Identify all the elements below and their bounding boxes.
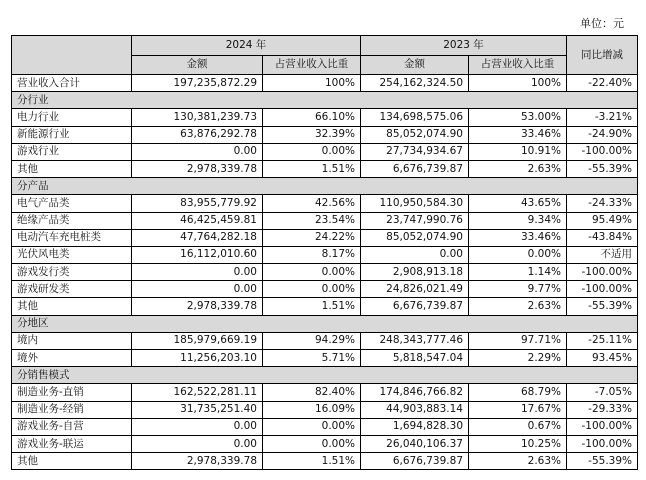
cell-amount-current: 11,256,203.10 <box>132 350 263 367</box>
cell-share-prior: 33.46% <box>469 229 567 246</box>
table-row <box>12 418 638 435</box>
table-row <box>12 160 638 177</box>
cell-amount-prior: 24,826,021.49 <box>361 281 469 298</box>
cell-share-prior: 68.79% <box>469 384 567 401</box>
header-share-prior: 占营业收入比重 <box>469 55 567 75</box>
cell-yoy: -43.84% <box>567 229 638 246</box>
cell-share-prior: 9.34% <box>469 212 567 229</box>
section-title: 分销售模式 <box>12 367 638 384</box>
section-header-row <box>12 315 638 332</box>
cell-yoy: -100.00% <box>567 418 638 435</box>
cell-amount-current: 2,978,339.78 <box>132 453 263 470</box>
header-year-current: 2024 年 <box>132 36 361 56</box>
row-label: 电力行业 <box>12 109 132 126</box>
cell-share-prior: 33.46% <box>469 126 567 143</box>
cell-share-current: 42.56% <box>263 195 361 212</box>
table-row <box>12 264 638 281</box>
table-row <box>12 384 638 401</box>
table-row <box>12 298 638 315</box>
row-label: 游戏发行类 <box>12 264 132 281</box>
cell-amount-prior: 6,676,739.87 <box>361 453 469 470</box>
cell-share-prior: 2.29% <box>469 350 567 367</box>
cell-share-prior: 1.14% <box>469 264 567 281</box>
cell-share-prior: 2.63% <box>469 298 567 315</box>
table-row <box>12 212 638 229</box>
cell-amount-current: 63,876,292.78 <box>132 126 263 143</box>
cell-amount-current: 46,425,459.81 <box>132 212 263 229</box>
row-label: 制造业务-经销 <box>12 401 132 418</box>
row-label: 绝缘产品类 <box>12 212 132 229</box>
cell-amount-prior: 248,343,777.46 <box>361 332 469 349</box>
cell-yoy: 不适用 <box>567 246 638 263</box>
header-amount-prior: 金额 <box>361 55 469 75</box>
header-yoy: 同比增减 <box>567 36 638 75</box>
cell-amount-current: 130,381,239.73 <box>132 109 263 126</box>
row-label: 其他 <box>12 160 132 177</box>
row-label: 游戏行业 <box>12 143 132 160</box>
cell-amount-prior: 85,052,074.90 <box>361 126 469 143</box>
cell-share-prior: 2.63% <box>469 160 567 177</box>
cell-share-current: 8.17% <box>263 246 361 263</box>
row-label: 新能源行业 <box>12 126 132 143</box>
section-title: 分地区 <box>12 315 638 332</box>
revenue-breakdown-table <box>11 35 638 470</box>
row-label: 游戏业务-自营 <box>12 418 132 435</box>
table-row <box>12 350 638 367</box>
table-row <box>12 281 638 298</box>
cell-amount-prior: 174,846,766.82 <box>361 384 469 401</box>
cell-yoy: -55.39% <box>567 453 638 470</box>
cell-share-prior: 0.67% <box>469 418 567 435</box>
cell-yoy: -3.21% <box>567 109 638 126</box>
cell-amount-prior: 6,676,739.87 <box>361 160 469 177</box>
total-row <box>12 75 638 92</box>
table-row <box>12 229 638 246</box>
cell-share-prior: 53.00% <box>469 109 567 126</box>
cell-amount-current: 0.00 <box>132 435 263 452</box>
table-body <box>12 75 638 470</box>
cell-amount-current: 0.00 <box>132 143 263 160</box>
cell-yoy: -7.05% <box>567 384 638 401</box>
cell-amount-prior: 254,162,324.50 <box>361 75 469 92</box>
cell-amount-current: 0.00 <box>132 264 263 281</box>
cell-share-prior: 43.65% <box>469 195 567 212</box>
cell-amount-current: 0.00 <box>132 281 263 298</box>
cell-share-prior: 17.67% <box>469 401 567 418</box>
cell-amount-current: 197,235,872.29 <box>132 75 263 92</box>
cell-amount-prior: 2,908,913.18 <box>361 264 469 281</box>
cell-share-prior: 100% <box>469 75 567 92</box>
cell-share-current: 1.51% <box>263 160 361 177</box>
cell-amount-prior: 26,040,106.37 <box>361 435 469 452</box>
cell-yoy: 95.49% <box>567 212 638 229</box>
cell-yoy: -55.39% <box>567 298 638 315</box>
section-header-row <box>12 92 638 109</box>
cell-amount-current: 16,112,010.60 <box>132 246 263 263</box>
table-row <box>12 109 638 126</box>
cell-amount-prior: 134,698,575.06 <box>361 109 469 126</box>
cell-share-prior: 0.00% <box>469 246 567 263</box>
cell-yoy: -100.00% <box>567 264 638 281</box>
cell-yoy: -29.33% <box>567 401 638 418</box>
cell-amount-current: 0.00 <box>132 418 263 435</box>
cell-yoy: -24.90% <box>567 126 638 143</box>
row-label: 境内 <box>12 332 132 349</box>
cell-amount-prior: 110,950,584.30 <box>361 195 469 212</box>
row-label: 境外 <box>12 350 132 367</box>
cell-amount-prior: 5,818,547.04 <box>361 350 469 367</box>
cell-share-current: 66.10% <box>263 109 361 126</box>
table-row <box>12 126 638 143</box>
cell-share-current: 24.22% <box>263 229 361 246</box>
cell-share-prior: 2.63% <box>469 453 567 470</box>
cell-yoy: -100.00% <box>567 435 638 452</box>
cell-yoy: -22.40% <box>567 75 638 92</box>
cell-yoy: -25.11% <box>567 332 638 349</box>
cell-amount-current: 2,978,339.78 <box>132 298 263 315</box>
cell-amount-prior: 27,734,934.67 <box>361 143 469 160</box>
cell-share-current: 94.29% <box>263 332 361 349</box>
cell-share-prior: 10.25% <box>469 435 567 452</box>
cell-share-current: 0.00% <box>263 264 361 281</box>
header-share-current: 占营业收入比重 <box>263 55 361 75</box>
cell-amount-current: 83,955,779.92 <box>132 195 263 212</box>
section-header-row <box>12 178 638 195</box>
cell-amount-prior: 85,052,074.90 <box>361 229 469 246</box>
row-label: 游戏研发类 <box>12 281 132 298</box>
cell-share-current: 5.71% <box>263 350 361 367</box>
cell-yoy: -100.00% <box>567 143 638 160</box>
section-title: 分行业 <box>12 92 638 109</box>
cell-amount-current: 185,979,669.19 <box>132 332 263 349</box>
cell-share-current: 1.51% <box>263 298 361 315</box>
cell-share-current: 0.00% <box>263 418 361 435</box>
cell-share-current: 32.39% <box>263 126 361 143</box>
row-label: 光伏风电类 <box>12 246 132 263</box>
row-label: 游戏业务-联运 <box>12 435 132 452</box>
cell-amount-current: 31,735,251.40 <box>132 401 263 418</box>
cell-share-current: 0.00% <box>263 435 361 452</box>
row-label: 营业收入合计 <box>12 75 132 92</box>
cell-share-current: 0.00% <box>263 281 361 298</box>
cell-share-current: 1.51% <box>263 453 361 470</box>
table-row <box>12 401 638 418</box>
table-row <box>12 195 638 212</box>
section-header-row <box>12 367 638 384</box>
header-year-prior: 2023 年 <box>361 36 567 56</box>
row-label: 电动汽车充电桩类 <box>12 229 132 246</box>
header-item-blank <box>12 36 132 75</box>
cell-share-current: 23.54% <box>263 212 361 229</box>
cell-yoy: -24.33% <box>567 195 638 212</box>
cell-amount-prior: 6,676,739.87 <box>361 298 469 315</box>
cell-amount-current: 47,764,282.18 <box>132 229 263 246</box>
cell-amount-current: 162,522,281.11 <box>132 384 263 401</box>
table-row <box>12 435 638 452</box>
table-row <box>12 453 638 470</box>
table-row <box>12 332 638 349</box>
cell-yoy: 93.45% <box>567 350 638 367</box>
cell-amount-prior: 23,747,990.76 <box>361 212 469 229</box>
cell-share-current: 16.09% <box>263 401 361 418</box>
section-title: 分产品 <box>12 178 638 195</box>
cell-share-current: 82.40% <box>263 384 361 401</box>
cell-amount-prior: 44,903,883.14 <box>361 401 469 418</box>
cell-share-current: 100% <box>263 75 361 92</box>
cell-yoy: -100.00% <box>567 281 638 298</box>
cell-share-prior: 97.71% <box>469 332 567 349</box>
cell-amount-prior: 0.00 <box>361 246 469 263</box>
cell-share-prior: 10.91% <box>469 143 567 160</box>
unit-label: 单位：元 <box>580 17 624 30</box>
table-header <box>12 36 638 75</box>
row-label: 制造业务-直销 <box>12 384 132 401</box>
table-row <box>12 143 638 160</box>
row-label: 电气产品类 <box>12 195 132 212</box>
cell-share-prior: 9.77% <box>469 281 567 298</box>
table-row <box>12 246 638 263</box>
cell-amount-prior: 1,694,828.30 <box>361 418 469 435</box>
row-label: 其他 <box>12 298 132 315</box>
cell-yoy: -55.39% <box>567 160 638 177</box>
row-label: 其他 <box>12 453 132 470</box>
header-amount-current: 金额 <box>132 55 263 75</box>
cell-amount-current: 2,978,339.78 <box>132 160 263 177</box>
cell-share-current: 0.00% <box>263 143 361 160</box>
